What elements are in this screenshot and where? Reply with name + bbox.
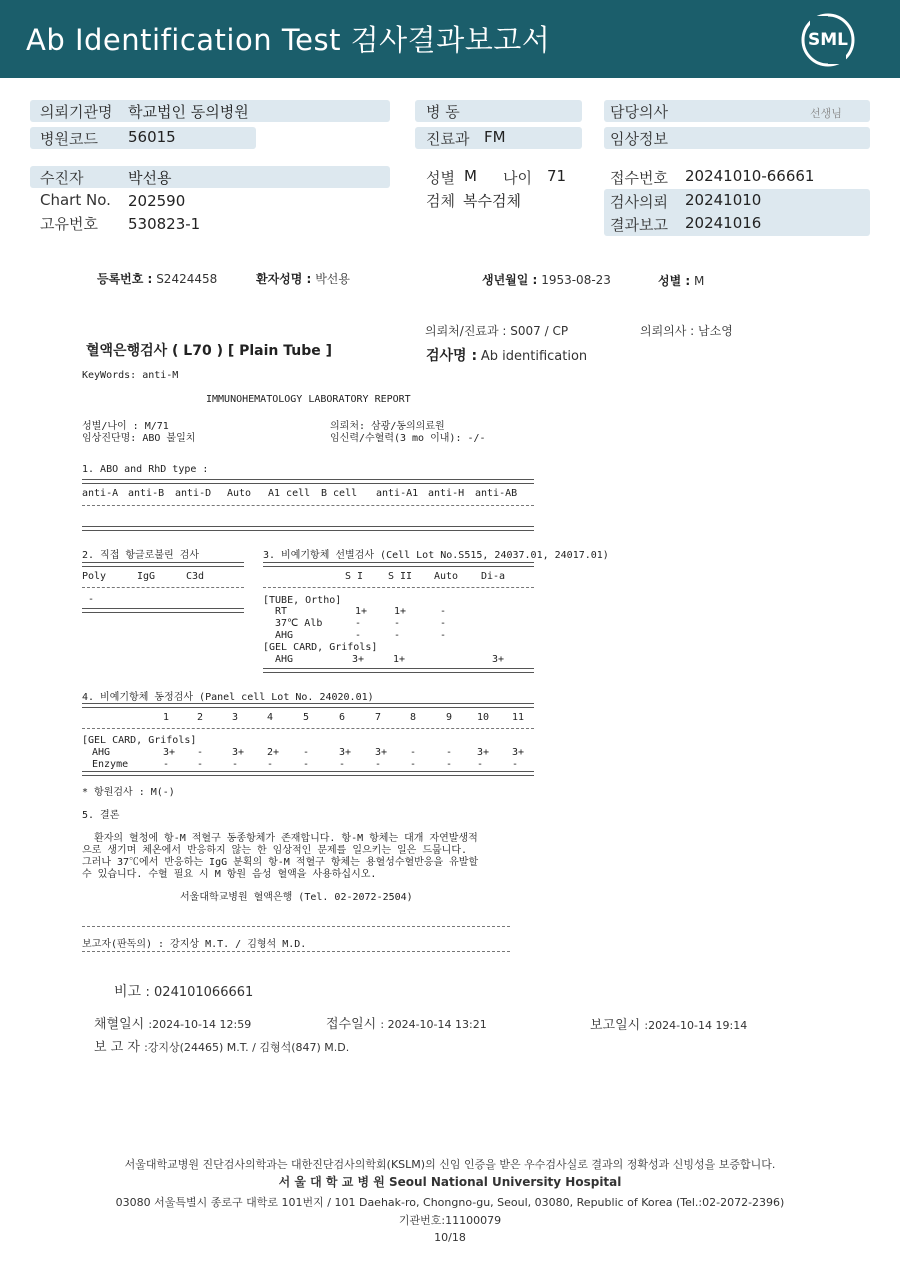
request-org-value: 학교법인 동의병원	[128, 103, 249, 121]
lab-report-title: IMMUNOHEMATOLOGY LABORATORY REPORT	[206, 394, 411, 405]
divider	[82, 608, 244, 613]
reg-label: 등록번호 :	[97, 272, 153, 286]
divider	[82, 926, 510, 927]
age-value: 71	[547, 167, 567, 185]
unique-value: 530823-1	[128, 215, 201, 233]
panel-col-header: 4	[267, 712, 274, 723]
panel-cell: -	[410, 759, 417, 770]
screen-row-label: RT	[275, 606, 288, 617]
doctor-label: 담당의사	[610, 103, 668, 121]
screen-cell: -	[355, 618, 362, 629]
panel-cell: -	[163, 759, 170, 770]
ward-label: 병 동	[426, 103, 460, 121]
panel-title: 4. 비예기항체 동정검사 (Panel cell Lot No. 24020.01)	[82, 692, 374, 703]
institution-number: 기관번호:11100079	[398, 1214, 502, 1227]
report-title: Ab Identification Test 검사결과보고서	[26, 23, 551, 57]
screen-title: 3. 비예기항체 선별검사 (Cell Lot No.S515, 24037.01, 24017.01)	[263, 550, 609, 561]
logo-text: SML	[808, 30, 848, 50]
client-dept: 의뢰처/진료과 : S007 / CP	[425, 324, 569, 338]
screen-row-label: 37℃ Alb	[275, 618, 323, 629]
dob-label: 생년월일 :	[482, 273, 538, 287]
divider	[82, 526, 534, 531]
dat-col-c3d: C3d	[186, 571, 205, 582]
divider	[82, 505, 534, 506]
screen-row-label: AHG	[275, 654, 294, 665]
result-line: 환자의 혈청에 항-M 적혈구 동종항체가 존재합니다. 항-M 항체는 대개 자연발생적	[82, 833, 478, 844]
divider	[82, 703, 534, 708]
divider	[263, 587, 534, 588]
abo-col-4: Auto	[227, 488, 252, 499]
panel-col-header: 2	[197, 712, 204, 723]
dat-col-igg: IgG	[137, 571, 156, 582]
diagnosis: 임상진단명: ABO 불일치	[82, 433, 196, 444]
name-value: 박선용	[315, 272, 350, 286]
screen-cell: -	[355, 630, 362, 641]
screen-cell: 1+	[394, 606, 407, 617]
panel-cell: 3+	[512, 747, 525, 758]
screen-col-s1: S I	[345, 571, 364, 582]
reporter-value: :강지상(24465) M.T. / 김형석(847) M.D.	[144, 1041, 350, 1054]
screen-tube: [TUBE, Ortho]	[263, 595, 342, 606]
request-org-label: 의뢰기관명	[40, 103, 113, 121]
panel-cell: 3+	[163, 747, 176, 758]
certification-note: 서울대학교병원 진단검사의학과는 대한진단검사의학회(KSLM)의 신임 인증을 받은 우수검사실로 결과의 정확성과 신빙성을 보증합니다.	[124, 1158, 776, 1171]
screen-cell: 1+	[355, 606, 368, 617]
panel-col-header: 7	[375, 712, 382, 723]
divider	[263, 562, 534, 567]
referrer: 의뢰처: 삼광/동의의료원	[330, 421, 445, 432]
panel-cell: 3+	[477, 747, 490, 758]
divider	[82, 771, 534, 776]
panel-cell: 2+	[267, 747, 280, 758]
screen-col-dia: Di-a	[481, 571, 506, 582]
receive-value: : 2024-10-14 13:21	[380, 1018, 487, 1031]
panel-cell: -	[197, 747, 204, 758]
remark-value: : 024101066661	[145, 985, 254, 1000]
dept-label: 진료과	[426, 130, 470, 148]
reg-value: S2424458	[156, 272, 218, 286]
panel-cell: -	[410, 747, 417, 758]
divider	[82, 728, 534, 729]
hospital-code-value: 56015	[128, 128, 176, 146]
abo-col-1: anti-A	[82, 488, 119, 499]
patient-value: 박선용	[128, 169, 172, 187]
reporter-label: 보 고 자	[94, 1040, 140, 1055]
sex-value: M	[464, 167, 477, 185]
panel-row-label: AHG	[92, 747, 111, 758]
keywords: KeyWords: anti-M	[82, 370, 179, 381]
screen-cell: -	[394, 618, 401, 629]
divider	[82, 479, 534, 484]
dat-col-poly: Poly	[82, 571, 107, 582]
chart-value: 202590	[128, 192, 186, 210]
hdr-sex-label: 성별 :	[658, 274, 691, 288]
receipt-value: 20241010-66661	[685, 167, 815, 185]
panel-col-header: 6	[339, 712, 346, 723]
panel-cell: -	[446, 759, 453, 770]
screen-cell: 3+	[352, 654, 365, 665]
test-name-label: 검사명 :	[426, 348, 478, 364]
abo-col-2: anti-B	[128, 488, 165, 499]
panel-cell: -	[477, 759, 484, 770]
test-section: 혈액은행검사 ( L70 ) [ Plain Tube ]	[86, 343, 333, 359]
divider	[82, 587, 244, 588]
collect-label: 채혈일시	[94, 1017, 145, 1032]
panel-col-header: 5	[303, 712, 310, 723]
screen-col-s2: S II	[388, 571, 413, 582]
blood-bank: 서울대학교병원 혈액은행 (Tel. 02-2072-2504)	[180, 892, 413, 903]
req-date-value: 20241010	[685, 191, 762, 209]
screen-col-auto: Auto	[434, 571, 459, 582]
abo-col-6: B cell	[321, 488, 358, 499]
dat-result: -	[88, 594, 95, 605]
panel-cell: -	[303, 747, 310, 758]
panel-col-header: 10	[477, 712, 490, 723]
unique-label: 고유번호	[40, 215, 98, 233]
abo-col-3: anti-D	[175, 488, 212, 499]
result-title: 5. 결론	[82, 810, 120, 821]
panel-col-header: 1	[163, 712, 170, 723]
doctor-suffix: 선생님	[810, 107, 842, 120]
screen-row-label: AHG	[275, 630, 294, 641]
screen-cell: -	[394, 630, 401, 641]
sex-label: 성별	[426, 169, 455, 187]
result-line: 수 있습니다. 수혈 필요 시 M 항원 음성 혈액을 사용하십시오.	[82, 869, 377, 880]
divider	[82, 562, 244, 567]
remark-label: 비고	[114, 984, 142, 1000]
test-name-value: Ab identification	[480, 349, 588, 364]
panel-col-header: 9	[446, 712, 453, 723]
hospital-address: 03080 서울특별시 종로구 대학로 101번지 / 101 Daehak-ro, Chongno-gu, Seoul, 03080, Republic of Korea (Tel.:02-2072-2396)	[115, 1196, 785, 1209]
chart-label: Chart No.	[40, 191, 111, 209]
panel-cell: -	[303, 759, 310, 770]
pregnancy-transfusion: 임신력/수혈력(3 mo 이내): -/-	[330, 433, 486, 444]
receipt-label: 접수번호	[610, 169, 668, 187]
screen-cell: 3+	[492, 654, 505, 665]
panel-cell: -	[232, 759, 239, 770]
result-line: 으로 생기며 체온에서 반응하지 않는 한 임상적인 문제를 일으키는 일은 드뭅니다.	[82, 845, 468, 856]
report-label: 보고일시	[590, 1018, 641, 1033]
lab-reporter: 보고자(판독의) : 강지상 M.T. / 김형석 M.D.	[82, 939, 307, 950]
panel-cell: -	[197, 759, 204, 770]
antigen-test: * 항원검사 : M(-)	[82, 787, 175, 798]
panel-cell: 3+	[375, 747, 388, 758]
panel-cell: -	[267, 759, 274, 770]
dept-value: FM	[484, 128, 506, 146]
panel-col-header: 8	[410, 712, 417, 723]
patient-label: 수진자	[40, 169, 84, 187]
name-label: 환자성명 :	[256, 272, 312, 286]
abo-col-7: anti-A1	[376, 488, 419, 499]
req-date-label: 검사의뢰	[610, 193, 668, 211]
screen-cell: -	[440, 630, 447, 641]
hospital-code-label: 병원코드	[40, 130, 98, 148]
panel-cell: -	[512, 759, 519, 770]
panel-cell: -	[339, 759, 346, 770]
abo-col-8: anti-H	[428, 488, 465, 499]
specimen-label: 검체	[426, 192, 455, 210]
collect-value: :2024-10-14 12:59	[148, 1018, 252, 1031]
report-date-label: 결과보고	[610, 216, 668, 234]
divider	[263, 668, 534, 673]
header-banner	[0, 0, 900, 78]
screen-cell: -	[440, 606, 447, 617]
screen-cell: 1+	[393, 654, 406, 665]
report-value: :2024-10-14 19:14	[644, 1019, 748, 1032]
dat-title: 2. 직접 항글로불린 검사	[82, 550, 200, 561]
abo-col-9: anti-AB	[475, 488, 518, 499]
hdr-sex-value: M	[694, 274, 705, 288]
panel-row-label: Enzyme	[92, 759, 129, 770]
divider	[82, 951, 510, 952]
age-label: 나이	[503, 169, 532, 187]
patient-row	[30, 166, 390, 188]
result-line: 그러나 37℃에서 반응하는 IgG 분획의 항-M 적혈구 항체는 용혈성수혈반응을 유발할	[82, 857, 479, 868]
screen-cell: -	[440, 618, 447, 629]
dob-value: 1953-08-23	[541, 273, 611, 287]
panel-col-header: 3	[232, 712, 239, 723]
panel-col-header: 11	[512, 712, 525, 723]
sex-age: 성별/나이 : M/71	[82, 421, 169, 432]
sml-logo	[800, 12, 856, 68]
specimen-value: 복수검체	[463, 192, 521, 210]
hospital-name: 서 울 대 학 교 병 원 Seoul National University Hospital	[278, 1175, 622, 1189]
panel-cell: -	[375, 759, 382, 770]
panel-gel: [GEL CARD, Grifols]	[82, 735, 197, 746]
abo-col-5: A1 cell	[268, 488, 311, 499]
report-date-value: 20241016	[685, 214, 762, 232]
panel-cell: -	[446, 747, 453, 758]
panel-cell: 3+	[232, 747, 245, 758]
page-number: 10/18	[434, 1231, 466, 1244]
panel-cell: 3+	[339, 747, 352, 758]
receive-label: 접수일시	[326, 1017, 377, 1032]
requesting-doctor: 의뢰의사 : 남소영	[640, 324, 733, 338]
screen-gel: [GEL CARD, Grifols]	[263, 642, 378, 653]
clinical-label: 임상정보	[610, 130, 668, 148]
abo-title: 1. ABO and RhD type :	[82, 464, 209, 475]
